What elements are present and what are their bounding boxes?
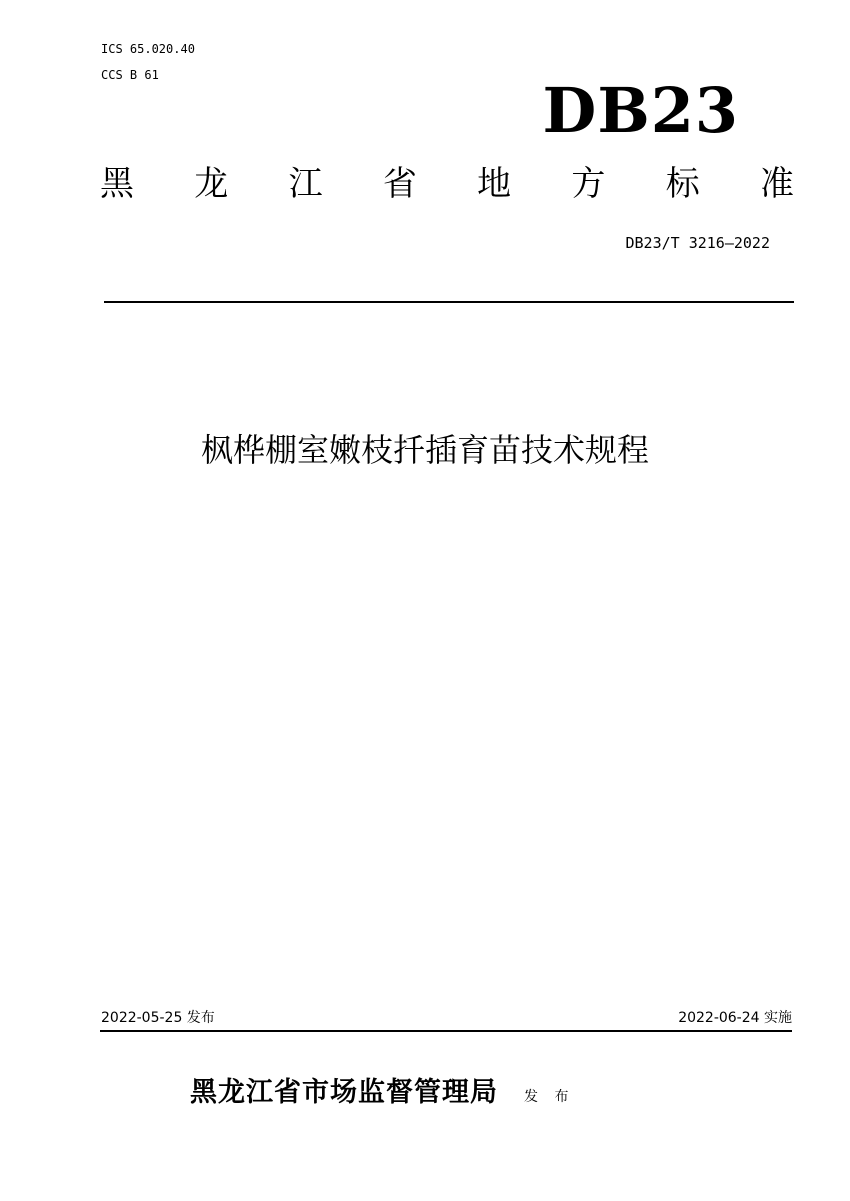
issuer-name: 黑龙江省市场监督管理局 [190,1077,498,1108]
ics-code: ICS 65.020.40 [101,42,195,56]
issuer-action: 发 布 [524,1089,575,1105]
db-logo: DB23 [542,74,739,147]
standard-number: DB23/T 3216—2022 [625,234,770,252]
issue-date: 2022-05-25 发布 [101,1010,215,1026]
standard-type-char: 黑 [100,164,134,204]
ccs-code: CCS B 61 [101,68,159,82]
document-title: 枫桦棚室嫩枝扦插育苗技术规程 [200,431,649,469]
standard-type-heading [100,160,794,208]
standard-type-char: 标 [665,164,700,204]
standard-type-char: 龙 [194,164,229,204]
standard-type-char: 江 [288,164,323,204]
header-divider [104,301,794,303]
standard-type-char: 地 [477,164,512,204]
issuer-line [190,1076,574,1110]
footer-divider [100,1030,792,1032]
standard-type-char: 省 [382,164,417,204]
standard-type-char: 准 [759,164,794,204]
implementation-date: 2022-06-24 实施 [678,1010,792,1026]
standard-type-char: 方 [571,164,606,204]
